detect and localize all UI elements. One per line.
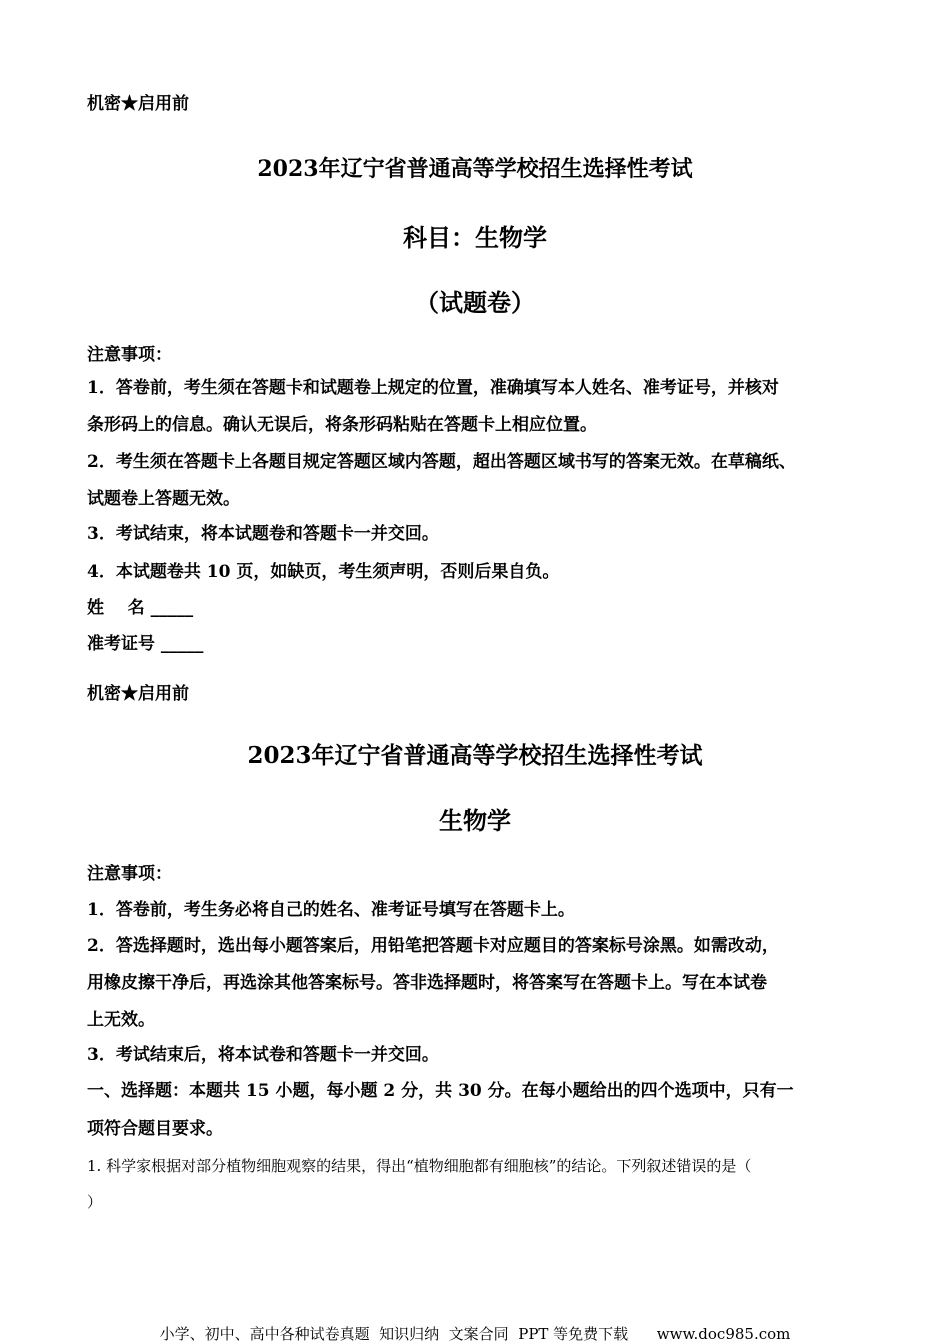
- notes-heading: 注意事项：: [87, 345, 172, 365]
- note-line: 试题卷上答题无效。: [87, 489, 240, 509]
- note-line: 用橡皮擦干净后，再选涂其他答案标号。答非选择题时，将答案写在答题卡上。写在本试卷: [87, 973, 767, 993]
- note-line: 2．考生须在答题卡上各题目规定答题区域内答题，超出答题区域书写的答案无效。在草稿纸、: [87, 452, 796, 472]
- page-footer: 小学、初中、高中各种试卷真题 知识归纳 文案合同 PPT 等免费下载 www.doc985.com: [159, 1325, 791, 1343]
- section-heading: 一、选择题：本题共 15 小题，每小题 2 分，共 30 分。在每小题给出的四个选项中，只有一: [87, 1081, 794, 1101]
- subject-title: 科目：生物学: [403, 223, 547, 252]
- exam-title: 2023年辽宁省普通高等学校招生选择性考试: [257, 156, 693, 182]
- exam-id-field: 准考证号 _____: [87, 634, 204, 654]
- note-line: 上无效。: [87, 1010, 155, 1030]
- name-field: 姓 名 _____: [87, 598, 194, 618]
- note-line: 3．考试结束，将本试题卷和答题卡一并交回。: [87, 524, 439, 544]
- note-line: 4．本试题卷共 10 页，如缺页，考生须声明，否则后果自负。: [87, 562, 560, 582]
- question-text: 1. 科学家根据对部分植物细胞观察的结果，得出“植物细胞都有细胞核”的结论。下列叙述错误的是（: [87, 1157, 752, 1175]
- booklet-label: （试题卷）: [415, 288, 535, 317]
- note-line: 3．考试结束后，将本试卷和答题卡一并交回。: [87, 1045, 439, 1065]
- note-line: 1．答卷前，考生务必将自己的姓名、准考证号填写在答题卡上。: [87, 900, 575, 920]
- note-line: 2．答选择题时，选出每小题答案后，用铅笔把答题卡对应题目的答案标号涂黑。如需改动，: [87, 936, 779, 956]
- note-line: 条形码上的信息。确认无误后，将条形码粘贴在答题卡上相应位置。: [87, 415, 597, 435]
- notes-heading: 注意事项：: [87, 864, 172, 884]
- question-text: ）: [87, 1193, 103, 1211]
- confidential-label: 机密★启用前: [87, 94, 189, 114]
- section-heading: 项符合题目要求。: [87, 1119, 223, 1139]
- note-line: 1．答卷前，考生须在答题卡和试题卷上规定的位置，准确填写本人姓名、准考证号，并核对: [87, 378, 779, 398]
- subject-title: 生物学: [439, 806, 511, 835]
- confidential-label: 机密★启用前: [87, 684, 189, 704]
- exam-title: 2023年辽宁省普通高等学校招生选择性考试: [247, 742, 703, 769]
